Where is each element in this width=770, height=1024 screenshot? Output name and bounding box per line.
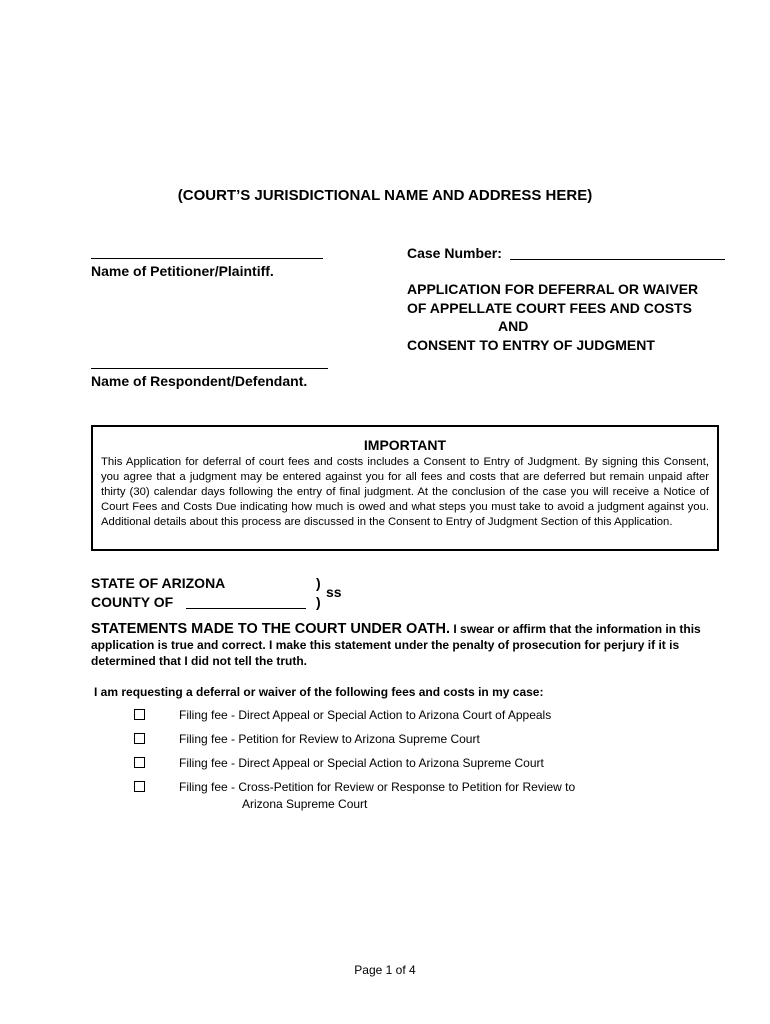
county-label: COUNTY OF — [91, 594, 174, 610]
petitioner-name-line[interactable] — [91, 258, 323, 259]
respondent-label: Name of Respondent/Defendant. — [91, 373, 308, 389]
option-label-appeal-supreme-court: Filing fee - Direct Appeal or Special Action to Arizona Supreme Court — [179, 756, 544, 770]
venue-paren-top: ) — [316, 575, 321, 591]
oath-heading: STATEMENTS MADE TO THE COURT UNDER OATH. — [91, 621, 451, 637]
oath-statement — [91, 621, 726, 669]
important-body: This Application for deferral of court fees and costs includes a Consent to Entry of Judgment. By signing this Consent, you agree that a judgment may be entered against you for all fees and costs that are deferred but remain unpaid after thirty (30) calendar days following the entry of final judgment. At the conclusion of the case you will receive a Notice of Court Fees and Costs Due indicating how much is owed and what steps you must take to avoid a judgment against you. Additional details about this process are discussed in the Consent to Entry of Judgment Section of this Application. — [101, 456, 709, 528]
county-name-line[interactable] — [186, 608, 306, 609]
title-line-3: AND — [498, 318, 529, 334]
case-number-label: Case Number: — [407, 245, 502, 261]
checkbox-petition-review-supreme[interactable] — [134, 733, 145, 744]
venue-paren-bottom: ) — [316, 594, 321, 610]
respondent-name-line[interactable] — [91, 368, 328, 369]
checkbox-appeal-court-of-appeals[interactable] — [134, 709, 145, 720]
important-notice-box — [91, 425, 719, 551]
application-title — [407, 280, 737, 354]
state-label: STATE OF ARIZONA — [91, 575, 226, 591]
case-number-line[interactable] — [510, 259, 725, 260]
option-label-cross-petition: Filing fee - Cross-Petition for Review or Response to Petition for Review to — [179, 780, 576, 794]
petitioner-label: Name of Petitioner/Plaintiff. — [91, 263, 274, 279]
court-name-heading: (COURT’S JURISDICTIONAL NAME AND ADDRESS HERE) — [177, 187, 593, 204]
request-intro: I am requesting a deferral or waiver of the following fees and costs in my case: — [94, 685, 544, 699]
venue-ss: ss — [326, 584, 342, 600]
option-label-petition-review-supreme: Filing fee - Petition for Review to Arizona Supreme Court — [179, 732, 480, 746]
page-number: Page 1 of 4 — [354, 963, 416, 977]
oath-text: I swear or affirm that the information in this application is true and correct. I make this statement under the penalty of prosecution for perjury if it is determined that I did not tell the truth. — [91, 622, 701, 668]
checkbox-appeal-supreme-court[interactable] — [134, 757, 145, 768]
checkbox-cross-petition[interactable] — [134, 781, 145, 792]
option-label-cross-petition-cont: Arizona Supreme Court — [242, 797, 368, 811]
title-line-1: APPLICATION FOR DEFERRAL OR WAIVER — [407, 281, 699, 297]
important-heading: IMPORTANT — [363, 437, 447, 453]
title-line-2: OF APPELLATE COURT FEES AND COSTS — [407, 299, 692, 316]
title-line-4: CONSENT TO ENTRY OF JUDGMENT — [407, 336, 655, 353]
option-label-appeal-court-of-appeals: Filing fee - Direct Appeal or Special Action to Arizona Court of Appeals — [179, 708, 552, 722]
